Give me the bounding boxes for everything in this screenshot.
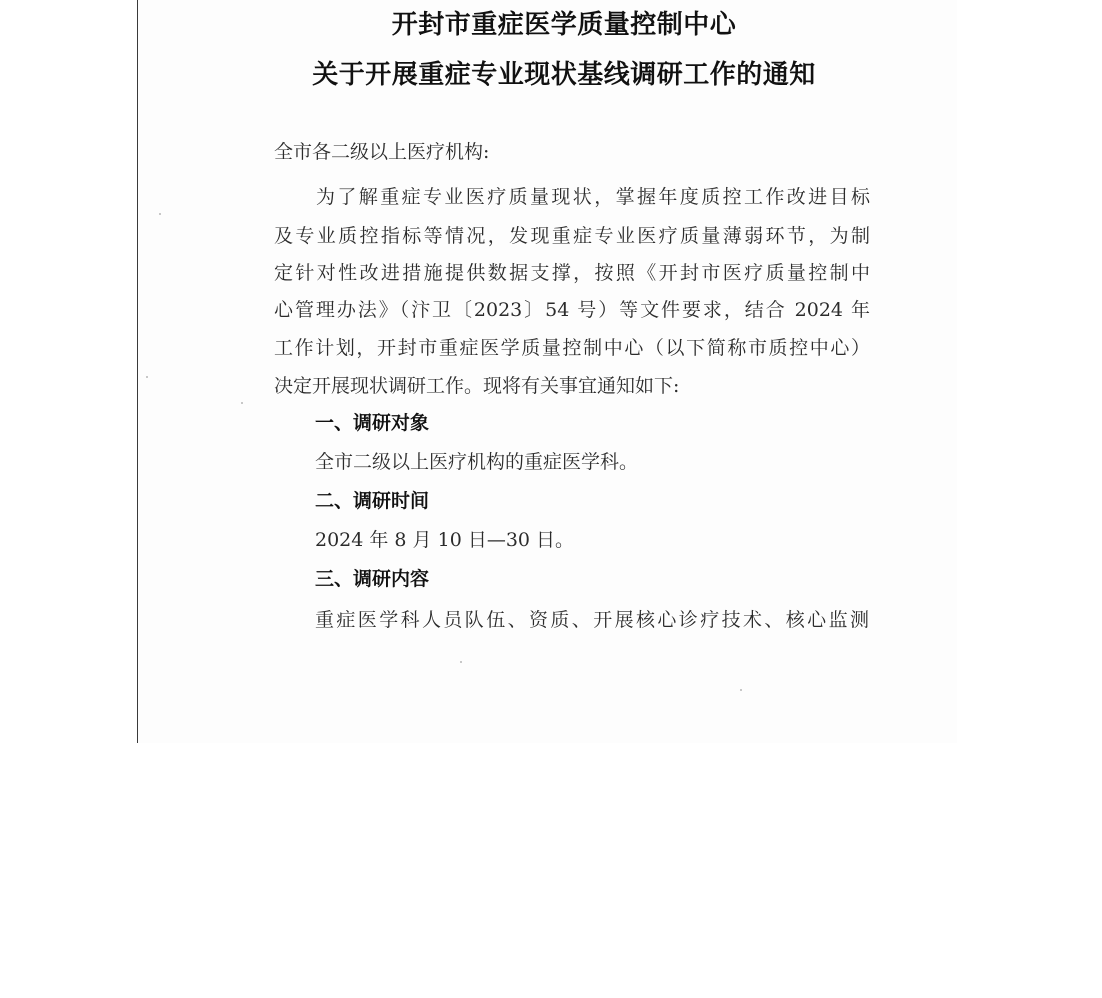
intro-line: 决定开展现状调研工作。现将有关事宜通知如下: [274,375,680,397]
section-heading: 二、调研时间 [315,490,430,512]
intro-line: 定针对性改进措施提供数据支撑，按照《开封市医疗质量控制中 [274,262,870,284]
scan-speck [740,689,742,691]
scan-speck [241,402,243,404]
scan-speck [460,661,462,663]
section-heading: 一、调研对象 [315,412,430,434]
scan-speck [159,213,161,215]
section-body: 重症医学科人员队伍、资质、开展核心诊疗技术、核心监测 [315,609,869,631]
section-body: 全市二级以上医疗机构的重症医学科。 [315,451,639,473]
scanned-document-page [137,0,957,743]
section-heading: 三、调研内容 [315,568,430,590]
intro-line: 心管理办法》（汴卫〔2023〕54 号）等文件要求，结合 2024 年 [274,299,870,321]
salutation: 全市各二级以上医疗机构: [274,141,490,163]
intro-line: 及专业质控指标等情况，发现重症专业医疗质量薄弱环节，为制 [274,225,870,247]
section-body: 2024 年 8 月 10 日—30 日。 [315,529,575,551]
scan-speck [146,376,148,378]
intro-line: 工作计划，开封市重症医学质量控制中心（以下简称市质控中心） [274,337,870,359]
intro-line: 为了解重症专业医疗质量现状，掌握年度质控工作改进目标 [316,186,870,208]
document-title-line-2: 关于开展重症专业现状基线调研工作的通知 [312,60,816,90]
document-title-line-1: 开封市重症医学质量控制中心 [391,10,737,40]
